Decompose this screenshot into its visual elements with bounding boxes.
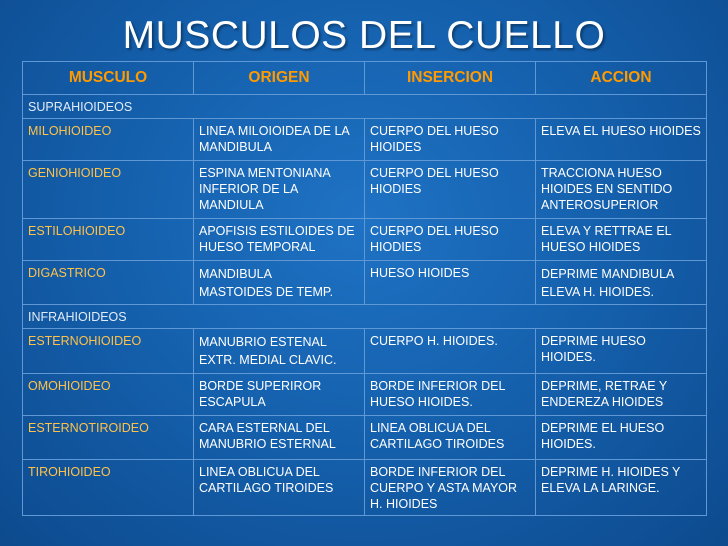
insertion-cell: HUESO HIOIDES [365, 261, 536, 305]
table-row [23, 374, 707, 416]
table-row [23, 161, 707, 219]
origin-cell: ESPINA MENTONIANA INFERIOR DE LA MANDIULA [194, 161, 365, 219]
insertion-cell: BORDE INFERIOR DEL CUERPO Y ASTA MAYOR H. HIOIDES [365, 460, 536, 516]
table-row [23, 261, 707, 305]
table-row [23, 329, 707, 374]
action-cell: DEPRIME H. HIOIDES Y ELEVA LA LARINGE. [536, 460, 707, 516]
action-cell: DEPRIME EL HUESO HIOIDES. [536, 416, 707, 460]
origin-cell: CARA ESTERNAL DEL MANUBRIO ESTERNAL [194, 416, 365, 460]
origin-cell: BORDE SUPERIROR ESCAPULA [194, 374, 365, 416]
page-title: MUSCULOS DEL CUELLO [122, 14, 606, 57]
action-cell: ELEVA Y RETTRAE EL HUESO HIOIDES [536, 219, 707, 261]
group-label-suprahioideos: SUPRAHIOIDEOS [23, 95, 707, 119]
muscle-name: ESTERNOHIOIDEO [23, 329, 194, 374]
group-label-infrahioideos: INFRAHIOIDEOS [23, 305, 707, 329]
header-origen: ORIGEN [194, 62, 365, 95]
table-row [23, 460, 707, 516]
table-header-row [23, 62, 707, 95]
action-cell: ELEVA EL HUESO HIOIDES [536, 119, 707, 161]
action-cell: DEPRIME, RETRAE Y ENDEREZA HIOIDES [536, 374, 707, 416]
insertion-cell: CUERPO H. HIOIDES. [365, 329, 536, 374]
insertion-cell: LINEA OBLICUA DEL CARTILAGO TIROIDES [365, 416, 536, 460]
muscle-name: ESTILOHIOIDEO [23, 219, 194, 261]
action-cell: DEPRIME HUESO HIOIDES. [536, 329, 707, 374]
insertion-cell: CUERPO DEL HUESO HIODIES [365, 161, 536, 219]
header-musculo: MUSCULO [23, 62, 194, 95]
origin-cell: MANDIBULA MASTOIDES DE TEMP. [194, 261, 365, 305]
action-cell: TRACCIONA HUESO HIOIDES EN SENTIDO ANTEROSUPERIOR [536, 161, 707, 219]
insertion-cell: BORDE INFERIOR DEL HUESO HIOIDES. [365, 374, 536, 416]
table-row [23, 119, 707, 161]
insertion-cell: CUERPO DEL HUESO HIODIES [365, 219, 536, 261]
action-cell: DEPRIME MANDIBULA ELEVA H. HIOIDES. [536, 261, 707, 305]
origin-cell: LINEA OBLICUA DEL CARTILAGO TIROIDES [194, 460, 365, 516]
muscle-name: DIGASTRICO [23, 261, 194, 305]
insertion-cell: CUERPO DEL HUESO HIOIDES [365, 119, 536, 161]
table-row [23, 416, 707, 460]
muscle-name: GENIOHIOIDEO [23, 161, 194, 219]
muscle-name: TIROHIOIDEO [23, 460, 194, 516]
muscle-name: OMOHIOIDEO [23, 374, 194, 416]
origin-cell: LINEA MILOIOIDEA DE LA MANDIBULA [194, 119, 365, 161]
group-row-supra [23, 95, 707, 119]
group-row-infra [23, 305, 707, 329]
muscle-name: MILOHIOIDEO [23, 119, 194, 161]
origin-cell: MANUBRIO ESTENAL EXTR. MEDIAL CLAVIC. [194, 329, 365, 374]
header-insercion: INSERCION [365, 62, 536, 95]
muscle-name: ESTERNOTIROIDEO [23, 416, 194, 460]
table-row [23, 219, 707, 261]
header-accion: ACCION [536, 62, 707, 95]
origin-cell: APOFISIS ESTILOIDES DE HUESO TEMPORAL [194, 219, 365, 261]
muscles-table [22, 61, 707, 516]
